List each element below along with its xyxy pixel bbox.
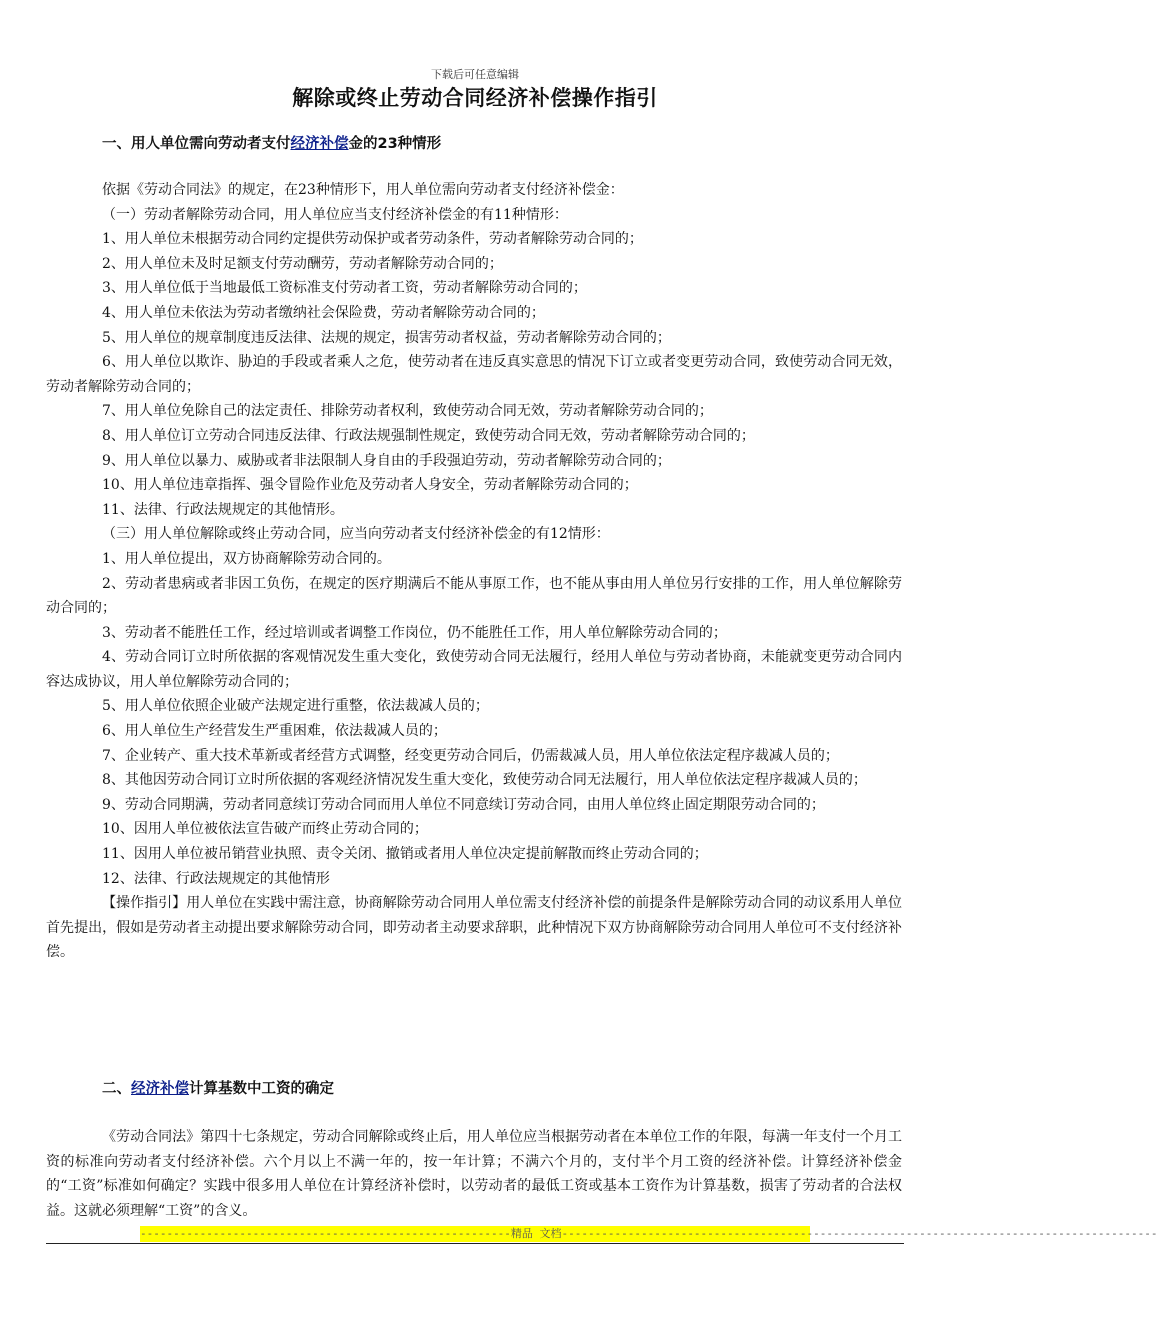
footer-divider (46, 1243, 904, 1244)
section1-heading-pre: 一、用人单位需向劳动者支付 (102, 136, 291, 152)
section1-sub1: （一）劳动者解除劳动合同，用人单位应当支付经济补偿金的有11种情形： (102, 206, 568, 223)
section1-intro: 依据《劳动合同法》的规定，在23种情形下，用人单位需向劳动者支付经济补偿金： (102, 182, 624, 198)
list-item: 7、用人单位免除自己的法定责任、排除劳动者权利，致使劳动合同无效，劳动者解除劳动合同的； (102, 403, 713, 420)
section2-heading-link[interactable]: 经济补偿 (131, 1081, 189, 1097)
section2-heading-pre: 二、 (102, 1081, 131, 1097)
list-item: 11、因用人单位被吊销营业执照、责令关闭、撤销或者用人单位决定提前解散而终止劳动合同的； (102, 846, 708, 863)
section1-heading (102, 132, 441, 153)
list-item: 9、用人单位以暴力、威胁或者非法限制人身自由的手段强迫劳动，劳动者解除劳动合同的； (102, 452, 671, 469)
footer-highlight: --------------------------------------------------------精品 文档------------------------------------------------------------------------------------------ (140, 1227, 1158, 1240)
list-item: 1、用人单位提出，双方协商解除劳动合同的。 (102, 550, 391, 567)
list-item: 6、用人单位以欺诈、胁迫的手段或者乘人之危，使劳动者在违反真实意思的情况下订立或者变更劳动合同，致使劳动合同无效，劳动者解除劳动合同的； (46, 354, 902, 395)
list-item: 8、用人单位订立劳动合同违反法律、行政法规强制性规定，致使劳动合同无效，劳动者解除劳动合同的； (102, 427, 755, 444)
header-note: 下载后可任意编辑 (431, 68, 519, 81)
list-item: 5、用人单位依照企业破产法规定进行重整，依法裁减人员的； (102, 698, 489, 715)
list-item: 5、用人单位的规章制度违反法律、法规的规定，损害劳动者权益，劳动者解除劳动合同的； (102, 329, 671, 346)
list-item: 10、因用人单位被依法宣告破产而终止劳动合同的； (102, 821, 428, 838)
list-item: 2、劳动者患病或者非因工负伤，在规定的医疗期满后不能从事原工作，也不能从事由用人单位另行安排的工作，用人单位解除劳动合同的； (46, 575, 902, 617)
section2-paragraph: 《劳动合同法》第四十七条规定，劳动合同解除或终止后，用人单位应当根据劳动者在本单位工作的年限，每满一年支付一个月工资的标准向劳动者支付经济补偿。六个月以上不满一年的，按一年计算；不满六个月的，支付半个月工资的经济补偿。计算经济补偿金的“工资”标准如何确定？实践中很多用人单位在计算经济补偿时，以劳动者的最低工资或基本工资作为计算基数，损害了劳动者的合法权益。这就必须理解“工资”的含义。 (46, 1129, 902, 1219)
section1-body (46, 178, 902, 965)
list-item: 2、用人单位未及时足额支付劳动酬劳，劳动者解除劳动合同的； (102, 255, 503, 272)
list-item: 12、法律、行政法规规定的其他情形 (102, 870, 330, 887)
list-item: 11、法律、行政法规规定的其他情形。 (102, 501, 344, 518)
list-item: 3、用人单位低于当地最低工资标准支付劳动者工资，劳动者解除劳动合同的； (102, 280, 587, 297)
section1-list1 (46, 227, 902, 522)
list-item: 8、其他因劳动合同订立时所依据的客观经济情况发生重大变化，致使劳动合同无法履行，用人单位依法定程序裁减人员的； (102, 772, 867, 789)
list-item: 4、用人单位未依法为劳动者缴纳社会保险费，劳动者解除劳动合同的； (102, 304, 545, 321)
section2-body (46, 1125, 902, 1223)
list-item: 9、劳动合同期满，劳动者同意续订劳动合同而用人单位不同意续订劳动合同，由用人单位终止固定期限劳动合同的； (102, 796, 825, 813)
list-item: 10、用人单位违章指挥、强令冒险作业危及劳动者人身安全，劳动者解除劳动合同的； (102, 477, 638, 494)
list-item: 1、用人单位未根据劳动合同约定提供劳动保护或者劳动条件，劳动者解除劳动合同的； (102, 231, 643, 248)
section1-heading-link[interactable]: 经济补偿 (290, 136, 349, 152)
document-title: 解除或终止劳动合同经济补偿操作指引 (292, 86, 658, 110)
operation-guide: 【操作指引】用人单位在实践中需注意，协商解除劳动合同用人单位需支付经济补偿的前提条件是解除劳动合同的动议系用人单位首先提出，假如是劳动者主动提出要求解除劳动合同，即劳动者主动要求辞职，此种情况下双方协商解除劳动合同用人单位可不支付经济补偿。 (46, 895, 902, 961)
section2-heading (102, 1077, 334, 1098)
list-item: 4、劳动合同订立时所依据的客观情况发生重大变化，致使劳动合同无法履行，经用人单位与劳动者协商，未能就变更劳动合同内容达成协议，用人单位解除劳动合同的； (46, 649, 902, 690)
list-item: 3、劳动者不能胜任工作，经过培训或者调整工作岗位，仍不能胜任工作，用人单位解除劳动合同的； (102, 624, 727, 641)
list-item: 7、企业转产、重大技术革新或者经营方式调整，经变更劳动合同后，仍需裁减人员，用人单位依法定程序裁减人员的； (102, 747, 839, 764)
section1-sub2: （三）用人单位解除或终止劳动合同，应当向劳动者支付经济补偿金的有12情形： (102, 526, 610, 543)
section1-heading-post: 金的23种情形 (348, 136, 442, 152)
section2-heading-post: 计算基数中工资的确定 (189, 1081, 334, 1097)
list-item: 6、用人单位生产经营发生严重困难，依法裁减人员的； (102, 723, 447, 740)
section1-list2 (46, 547, 902, 891)
